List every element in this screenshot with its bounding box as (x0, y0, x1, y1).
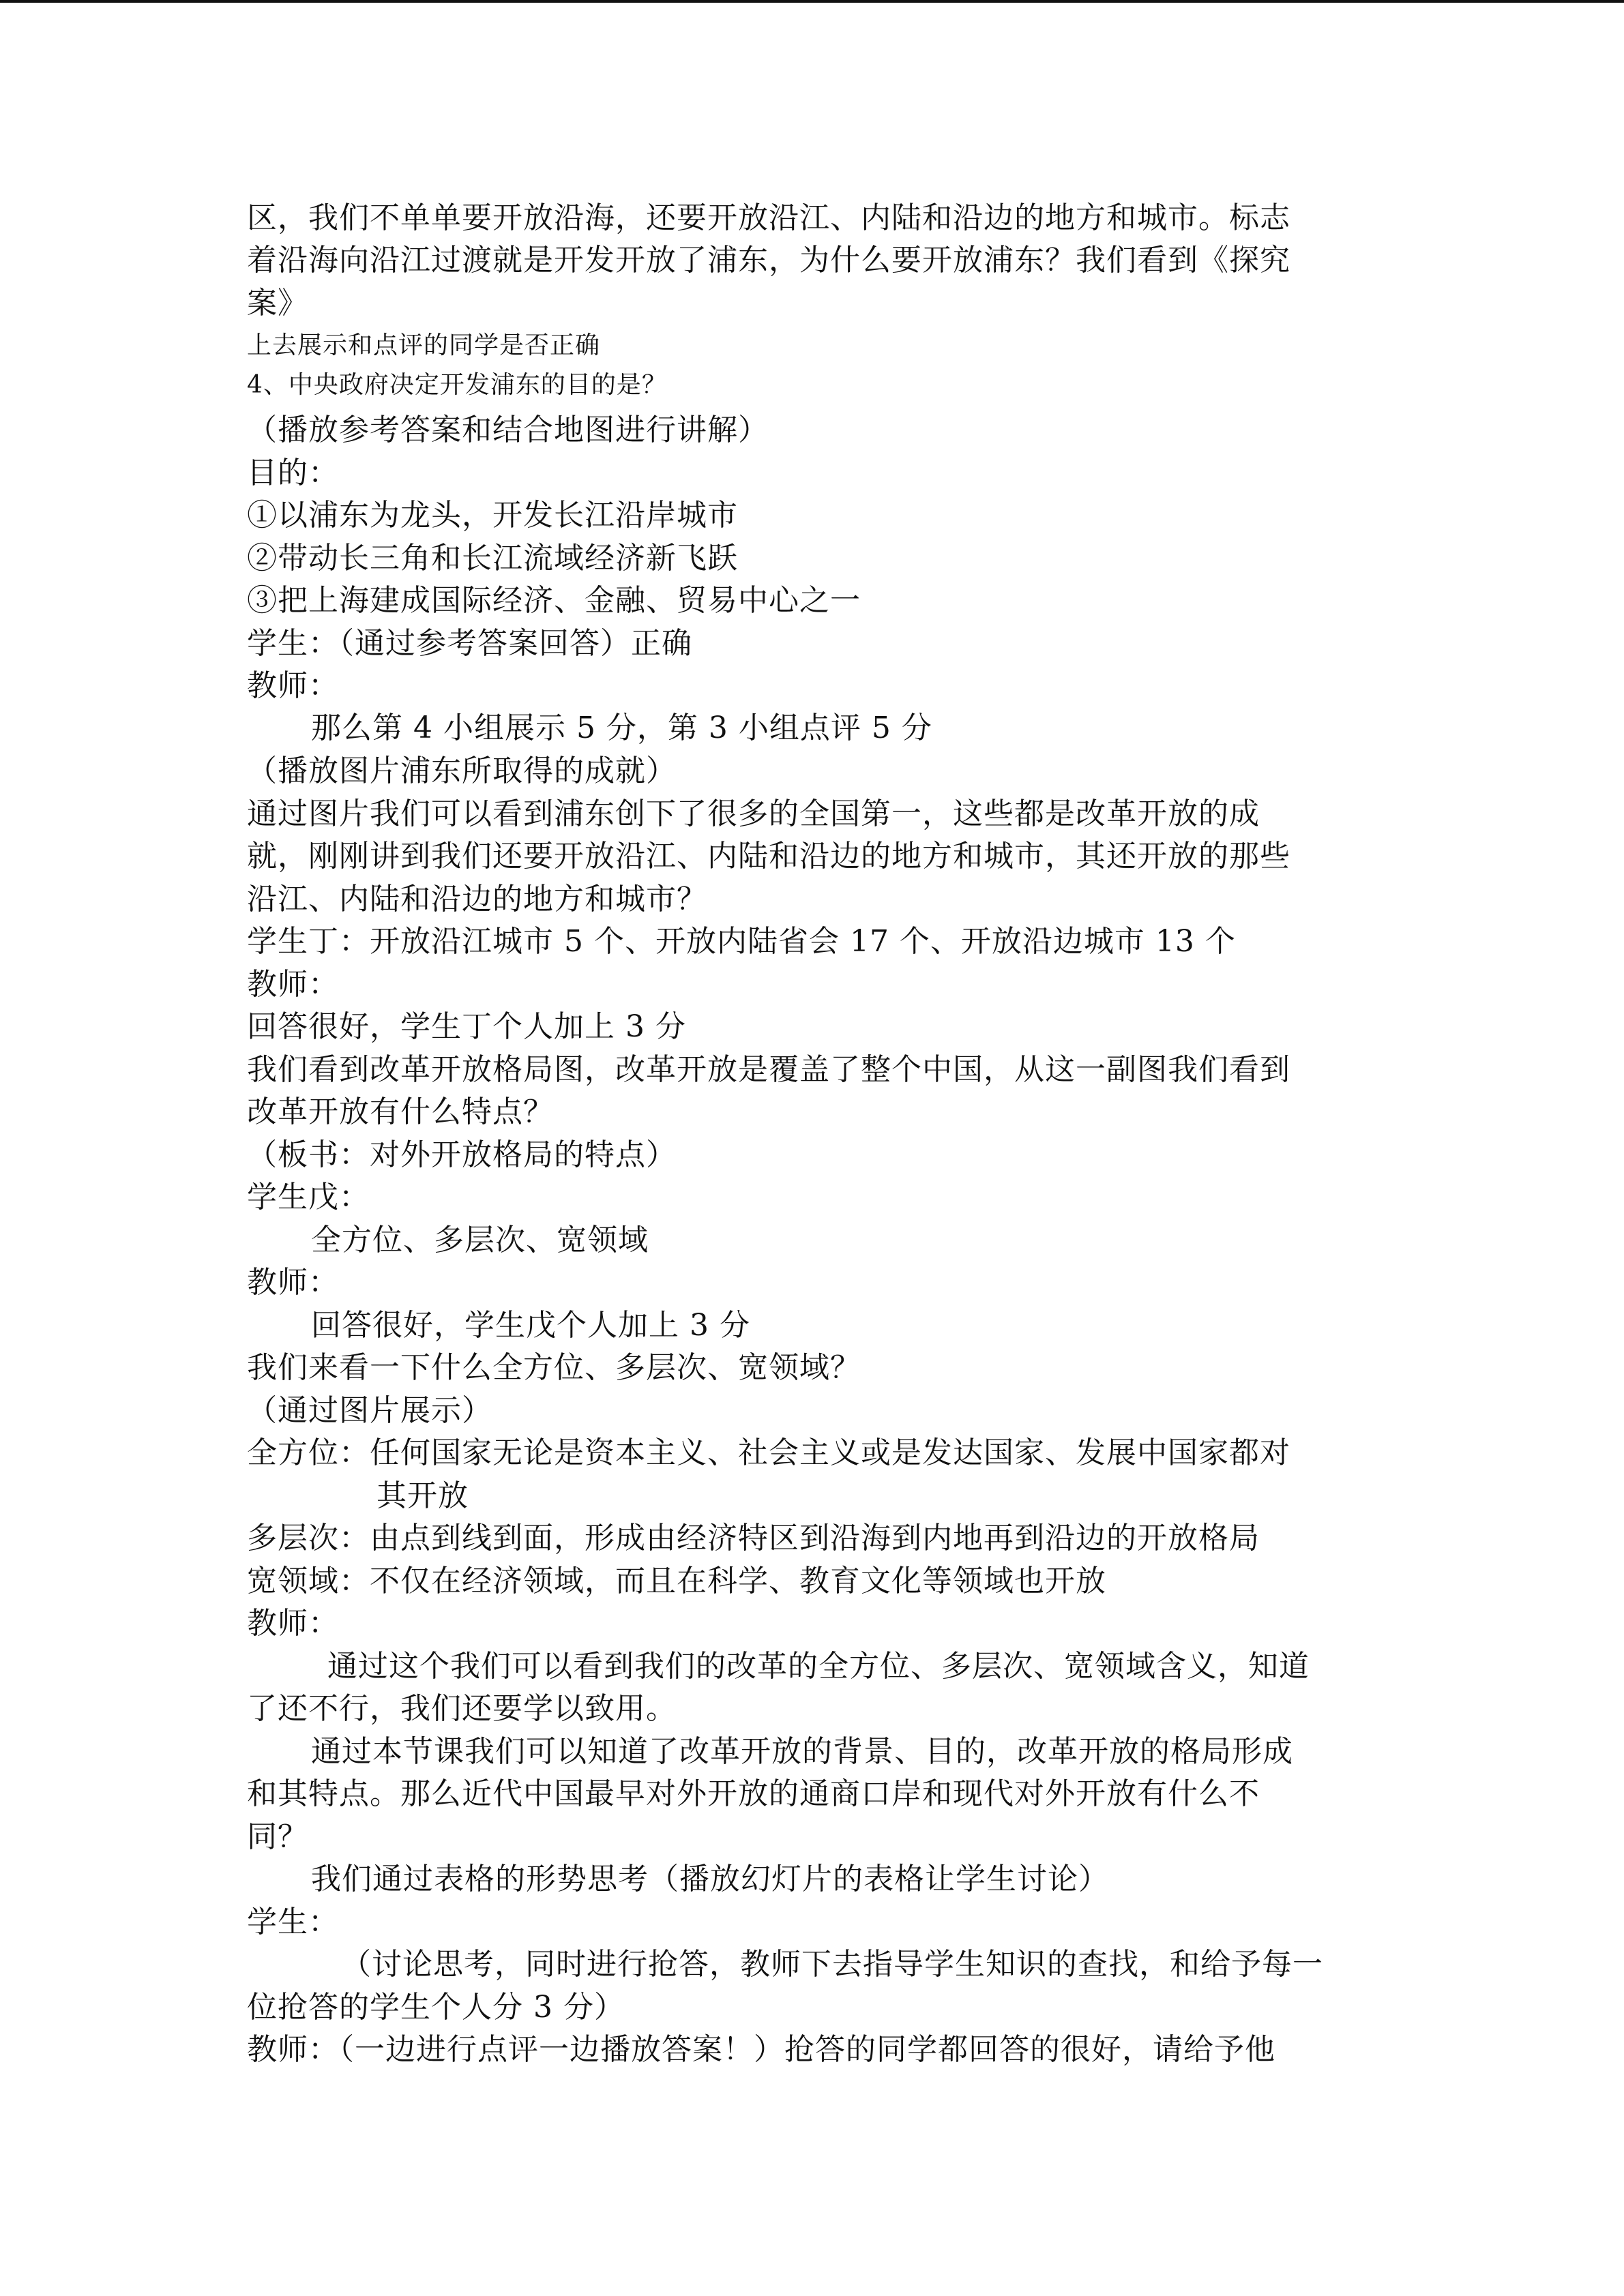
text-line: 通过本节课我们可以知道了改革开放的背景、目的，改革开放的格局形成 (311, 1734, 1293, 1769)
text-line: （播放参考答案和结合地图进行讲解） (247, 413, 769, 447)
text-line: 通过这个我们可以看到我们的改革的全方位、多层次、宽领域含义，知道 (327, 1649, 1310, 1684)
text-line: 全方位、多层次、宽领域 (311, 1223, 649, 1257)
text-line: 改革开放有什么特点？ (247, 1094, 554, 1129)
text-line: 学生：（通过参考答案回答）正确 (247, 626, 692, 661)
question-heading: 4、中央政府决定开发浦东的目的是？ (247, 371, 667, 399)
text-line: 了还不行，我们还要学以致用。 (247, 1691, 677, 1726)
text-line: （播放图片浦东所取得的成就） (247, 754, 677, 788)
text-line: 教师：（一边进行点评一边播放答案！）抢答的同学都回答的很好，请给予他 (247, 2032, 1275, 2067)
text-line: 和其特点。那么近代中国最早对外开放的通商口岸和现代对外开放有什么不 (247, 1776, 1260, 1811)
text-line: 上去展示和点评的同学是否正确 (247, 331, 601, 359)
text-line: 我们看到改革开放格局图，改革开放是覆盖了整个中国，从这一副图我们看到 (247, 1052, 1290, 1087)
speaker-label: 学生戊： (247, 1180, 370, 1214)
list-item: ③把上海建成国际经济、金融、贸易中心之一 (247, 583, 861, 618)
text-line: 就，刚刚讲到我们还要开放沿江、内陆和沿边的地方和城市，其还开放的那些 (247, 839, 1290, 874)
speaker-label: 教师： (247, 1265, 339, 1300)
speaker-label: 教师： (247, 668, 339, 703)
text-line: 目的： (247, 456, 339, 490)
text-line: 区，我们不单单要开放沿海，还要开放沿江、内陆和沿边的地方和城市。标志 (247, 200, 1290, 235)
text-line: 其开放 (377, 1478, 469, 1513)
text-line: 通过图片我们可以看到浦东创下了很多的全国第一，这些都是改革开放的成 (247, 796, 1260, 831)
text-line: 全方位：任何国家无论是资本主义、社会主义或是发达国家、发展中国家都对 (247, 1435, 1290, 1470)
text-line: 同？ (247, 1819, 308, 1854)
text-line: 我们来看一下什么全方位、多层次、宽领域？ (247, 1350, 861, 1385)
text-line: （通过图片展示） (247, 1393, 492, 1428)
text-line: 位抢答的学生个人分 3 分） (247, 1990, 625, 2025)
text-line: 多层次：由点到线到面，形成由经济特区到沿海到内地再到沿边的开放格局 (247, 1521, 1260, 1555)
text-line: （板书：对外开放格局的特点） (247, 1137, 677, 1172)
text-line: 沿江、内陆和沿边的地方和城市？ (247, 882, 707, 916)
text-line: 回答很好，学生戊个人加上 3 分 (311, 1308, 750, 1343)
text-line: 那么第 4 小组展示 5 分，第 3 小组点评 5 分 (311, 711, 932, 745)
text-line: （讨论思考，同时进行抢答，教师下去指导学生知识的查找，和给予每一 (341, 1947, 1323, 1982)
text-line: 我们通过表格的形势思考（播放幻灯片的表格让学生讨论） (311, 1862, 1109, 1896)
speaker-label: 教师： (247, 967, 339, 1002)
list-item: ②带动长三角和长江流域经济新飞跃 (247, 541, 738, 576)
text-line: 案》 (247, 286, 308, 320)
text-line: 着沿海向沿江过渡就是开发开放了浦东，为什么要开放浦东？我们看到《探究 (247, 243, 1290, 278)
speaker-label: 教师： (247, 1606, 339, 1641)
speaker-label: 学生： (247, 1905, 339, 1939)
list-item: ①以浦东为龙头，开发长江沿岸城市 (247, 498, 738, 533)
text-line: 学生丁：开放沿江城市 5 个、开放内陆省会 17 个、开放沿边城市 13 个 (247, 924, 1236, 959)
text-line: 宽领域：不仅在经济领域，而且在科学、教育文化等领域也开放 (247, 1564, 1106, 1598)
text-line: 回答很好，学生丁个人加上 3 分 (247, 1009, 686, 1044)
